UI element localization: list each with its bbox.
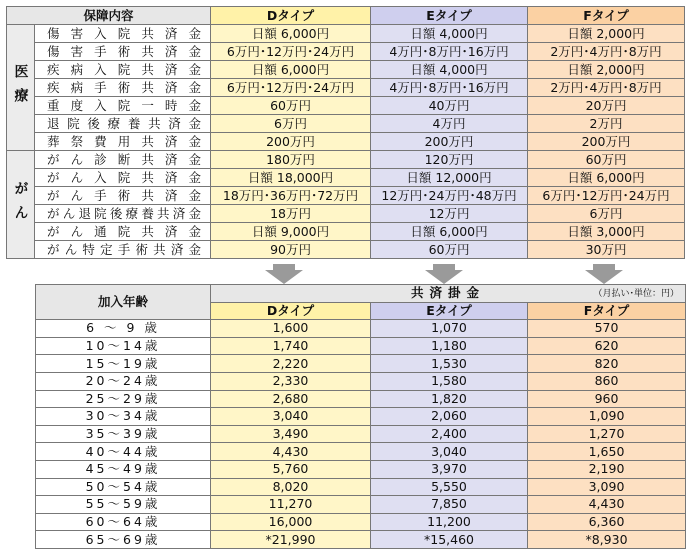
type-e-value: 4万円 — [371, 115, 528, 133]
premium-header — [211, 285, 686, 303]
type-d-value: 18万円･36万円･72万円 — [211, 187, 371, 205]
premium-e-value: 1,180 — [371, 337, 528, 355]
type-d-value: 180万円 — [211, 151, 371, 169]
premium-f-value: 860 — [528, 372, 686, 390]
type-f-value: 日額 3,000円 — [528, 223, 685, 241]
premium-table — [35, 284, 686, 549]
type-e-value: 12万円 — [371, 205, 528, 223]
premium-e-value: *15,460 — [371, 531, 528, 549]
coverage-label: 疾病入院共済金 — [35, 61, 211, 79]
coverage-row — [7, 151, 685, 169]
premium-e-value: 11,200 — [371, 513, 528, 531]
coverage-label: がん特定手術共済金 — [35, 241, 211, 259]
premium-type-d-header: Dタイプ — [211, 302, 371, 320]
coverage-row — [7, 205, 685, 223]
premium-f-value: 2,190 — [528, 460, 686, 478]
premium-row — [36, 443, 686, 461]
premium-type-e-header: Eタイプ — [371, 302, 528, 320]
coverage-row — [7, 25, 685, 43]
age-range: 15～19歳 — [36, 355, 211, 373]
age-range: 45～49歳 — [36, 460, 211, 478]
premium-e-value: 5,550 — [371, 478, 528, 496]
premium-row — [36, 425, 686, 443]
type-d-value: 日額 18,000円 — [211, 169, 371, 187]
premium-f-value: 1,650 — [528, 443, 686, 461]
premium-f-value: 960 — [528, 390, 686, 408]
premium-row — [36, 513, 686, 531]
type-e-value: 40万円 — [371, 97, 528, 115]
premium-f-value: 6,360 — [528, 513, 686, 531]
type-d-value: 日額 6,000円 — [211, 25, 371, 43]
type-f-value: 日額 2,000円 — [528, 25, 685, 43]
age-range: 60～64歳 — [36, 513, 211, 531]
premium-f-value: 620 — [528, 337, 686, 355]
type-f-value: 200万円 — [528, 133, 685, 151]
age-range: 6 ～ 9 歳 — [36, 320, 211, 338]
type-e-value: 日額 6,000円 — [371, 223, 528, 241]
coverage-row — [7, 43, 685, 61]
premium-header-label: 共済掛金 — [411, 285, 486, 301]
coverage-row — [7, 133, 685, 151]
premium-e-value: 3,040 — [371, 443, 528, 461]
premium-d-value: 5,760 — [211, 460, 371, 478]
premium-f-value: *8,930 — [528, 531, 686, 549]
coverage-row — [7, 61, 685, 79]
type-f-value: 日額 6,000円 — [528, 169, 685, 187]
type-e-value: 200万円 — [371, 133, 528, 151]
type-d-value: 90万円 — [211, 241, 371, 259]
type-f-value: 20万円 — [528, 97, 685, 115]
premium-d-value: 1,740 — [211, 337, 371, 355]
age-range: 55～59歳 — [36, 496, 211, 514]
age-range: 10～14歳 — [36, 337, 211, 355]
coverage-label: 傷害入院共済金 — [35, 25, 211, 43]
type-d-value: 60万円 — [211, 97, 371, 115]
premium-e-value: 1,580 — [371, 372, 528, 390]
premium-d-value: 4,430 — [211, 443, 371, 461]
coverage-label: がん通院共済金 — [35, 223, 211, 241]
coverage-row — [7, 97, 685, 115]
coverage-label: がん退院後療養共済金 — [35, 205, 211, 223]
coverage-header-label: 保障内容 — [7, 7, 211, 25]
coverage-table — [6, 6, 685, 259]
premium-f-value: 4,430 — [528, 496, 686, 514]
premium-row — [36, 478, 686, 496]
premium-f-value: 820 — [528, 355, 686, 373]
premium-d-value: *21,990 — [211, 531, 371, 549]
type-f-value: 60万円 — [528, 151, 685, 169]
premium-e-value: 1,530 — [371, 355, 528, 373]
coverage-label: 疾病手術共済金 — [35, 79, 211, 97]
premium-d-value: 3,490 — [211, 425, 371, 443]
premium-d-value: 2,680 — [211, 390, 371, 408]
premium-d-value: 16,000 — [211, 513, 371, 531]
type-e-value: 日額 12,000円 — [371, 169, 528, 187]
premium-e-value: 1,820 — [371, 390, 528, 408]
coverage-label: 退院後療養共済金 — [35, 115, 211, 133]
type-e-value: 日額 4,000円 — [371, 61, 528, 79]
premium-d-value: 2,220 — [211, 355, 371, 373]
premium-e-value: 3,970 — [371, 460, 528, 478]
type-f-value: 2万円･4万円･8万円 — [528, 43, 685, 61]
coverage-label: 重度入院一時金 — [35, 97, 211, 115]
type-f-value: 6万円 — [528, 205, 685, 223]
age-range: 30～34歳 — [36, 408, 211, 426]
coverage-row — [7, 241, 685, 259]
type-e-value: 60万円 — [371, 241, 528, 259]
coverage-row — [7, 79, 685, 97]
type-f-value: 2万円･4万円･8万円 — [528, 79, 685, 97]
type-d-value: 日額 6,000円 — [211, 61, 371, 79]
age-range: 25～29歳 — [36, 390, 211, 408]
premium-header-row — [36, 285, 686, 303]
type-f-value: 日額 2,000円 — [528, 61, 685, 79]
premium-e-value: 7,850 — [371, 496, 528, 514]
premium-row — [36, 408, 686, 426]
type-e-value: 日額 4,000円 — [371, 25, 528, 43]
unit-note: （月払い･単位：円） — [593, 289, 680, 299]
premium-f-value: 1,090 — [528, 408, 686, 426]
coverage-row — [7, 223, 685, 241]
category-medical: 医療 — [7, 25, 35, 151]
coverage-label: がん手術共済金 — [35, 187, 211, 205]
premium-row — [36, 460, 686, 478]
premium-d-value: 3,040 — [211, 408, 371, 426]
coverage-label: がん診断共済金 — [35, 151, 211, 169]
premium-e-value: 1,070 — [371, 320, 528, 338]
age-range: 50～54歳 — [36, 478, 211, 496]
coverage-row — [7, 169, 685, 187]
type-f-value: 30万円 — [528, 241, 685, 259]
premium-d-value: 2,330 — [211, 372, 371, 390]
type-e-value: 4万円･8万円･16万円 — [371, 43, 528, 61]
type-d-value: 日額 9,000円 — [211, 223, 371, 241]
premium-row — [36, 372, 686, 390]
age-range: 40～44歳 — [36, 443, 211, 461]
premium-type-f-header: Fタイプ — [528, 302, 686, 320]
premium-row — [36, 337, 686, 355]
premium-f-value: 1,270 — [528, 425, 686, 443]
type-e-header: Eタイプ — [371, 7, 528, 25]
type-d-header: Dタイプ — [211, 7, 371, 25]
age-range: 35～39歳 — [36, 425, 211, 443]
premium-row — [36, 531, 686, 549]
premium-f-value: 3,090 — [528, 478, 686, 496]
coverage-row — [7, 115, 685, 133]
type-e-value: 4万円･8万円･16万円 — [371, 79, 528, 97]
coverage-row — [7, 187, 685, 205]
type-d-value: 6万円･12万円･24万円 — [211, 79, 371, 97]
type-f-value: 6万円･12万円･24万円 — [528, 187, 685, 205]
type-d-value: 6万円･12万円･24万円 — [211, 43, 371, 61]
type-f-value: 2万円 — [528, 115, 685, 133]
premium-row — [36, 320, 686, 338]
coverage-label: がん入院共済金 — [35, 169, 211, 187]
age-range: 65～69歳 — [36, 531, 211, 549]
coverage-label: 葬祭費用共済金 — [35, 133, 211, 151]
down-arrow-icon — [585, 264, 623, 284]
premium-f-value: 570 — [528, 320, 686, 338]
premium-e-value: 2,060 — [371, 408, 528, 426]
premium-d-value: 8,020 — [211, 478, 371, 496]
type-d-value: 200万円 — [211, 133, 371, 151]
type-e-value: 120万円 — [371, 151, 528, 169]
premium-d-value: 1,600 — [211, 320, 371, 338]
type-d-value: 6万円 — [211, 115, 371, 133]
coverage-label: 傷害手術共済金 — [35, 43, 211, 61]
premium-row — [36, 355, 686, 373]
down-arrow-icon — [265, 264, 303, 284]
age-header: 加入年齢 — [36, 285, 211, 320]
premium-d-value: 11,270 — [211, 496, 371, 514]
down-arrow-icon — [425, 264, 463, 284]
type-e-value: 12万円･24万円･48万円 — [371, 187, 528, 205]
coverage-header-row — [7, 7, 685, 25]
category-cancer: がん — [7, 151, 35, 259]
premium-row — [36, 390, 686, 408]
type-d-value: 18万円 — [211, 205, 371, 223]
premium-row — [36, 496, 686, 514]
type-f-header: Fタイプ — [528, 7, 685, 25]
age-range: 20～24歳 — [36, 372, 211, 390]
premium-e-value: 2,400 — [371, 425, 528, 443]
